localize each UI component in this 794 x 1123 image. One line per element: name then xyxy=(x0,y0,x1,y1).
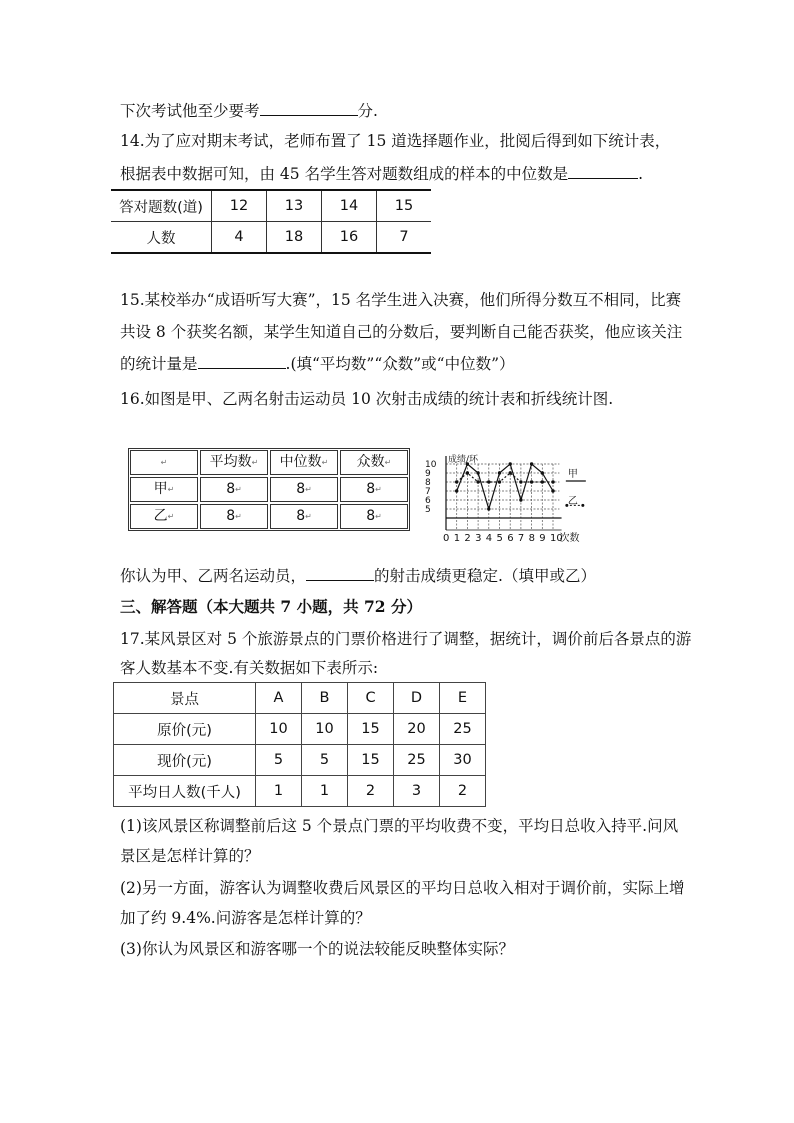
data-point xyxy=(476,471,479,474)
q17-p2-line1: (2)另一方面，游客认为调整收费后风景区的平均日总收入相对于调价前，实际上增 xyxy=(120,879,685,897)
table-row xyxy=(129,503,409,530)
q15-answer-blank[interactable] xyxy=(198,352,286,369)
data-point xyxy=(498,471,501,474)
data-point xyxy=(541,471,544,474)
table-cell: 25 xyxy=(440,714,486,745)
legend-point-yi xyxy=(565,504,568,507)
table-row xyxy=(129,449,409,476)
header-mode: 众数 xyxy=(356,454,385,470)
table-cell: E xyxy=(440,683,486,714)
table-cell: 12 xyxy=(212,190,267,222)
data-point xyxy=(509,471,512,474)
table-cell: 现价(元) xyxy=(114,745,256,776)
table-cell: 人数 xyxy=(111,222,212,254)
table-cell: 10 xyxy=(256,714,302,745)
q13-answer-blank[interactable] xyxy=(260,99,358,116)
table-cell: C xyxy=(348,683,394,714)
q13-tail-line xyxy=(120,99,378,121)
table-cell: 景点 xyxy=(114,683,256,714)
series-line-jia xyxy=(457,464,553,509)
table-cell: 3 xyxy=(394,776,440,807)
table-cell: 8↵ xyxy=(269,476,339,503)
q17-line2: 客人数基本不变.有关数据如下表所示: xyxy=(120,659,379,677)
table-cell: 8↵ xyxy=(199,503,269,530)
y-tick-label: 5 xyxy=(425,505,431,515)
table-cell: 25 xyxy=(394,745,440,776)
q16-table xyxy=(128,448,410,531)
table-cell: 原价(元) xyxy=(114,714,256,745)
table-cell: D xyxy=(394,683,440,714)
table-cell: A xyxy=(256,683,302,714)
q15-line3-suffix: .(填“平均数”“众数”或“中位数”） xyxy=(285,355,515,373)
q17-line1: 17.某风景区对 5 个旅游景点的门票价格进行了调整，据统计，调价前后各景点的游 xyxy=(120,630,692,648)
table-row xyxy=(114,683,486,714)
table-cell: 10 xyxy=(302,714,348,745)
y-tick-label: 9 xyxy=(425,469,431,479)
data-point xyxy=(551,489,554,492)
series-line-yi xyxy=(457,473,553,482)
x-tick-label: 0 xyxy=(443,533,450,544)
table-row xyxy=(111,222,431,254)
y-axis-label: 成绩/环 xyxy=(448,455,479,465)
data-point xyxy=(476,480,479,483)
chart-axes xyxy=(446,456,562,530)
x-tick-label: 3 xyxy=(475,533,482,544)
q17-p3-line1: (3)你认为风景区和游客哪一个的说法较能反映整体实际？ xyxy=(120,940,514,958)
q15-line2: 共设 8 个获奖名额，某学生知道自己的分数后，要判断自己能否获奖，他应该关注 xyxy=(120,323,683,341)
y-tick-label: 10 xyxy=(425,460,437,470)
table-cell: 平均数↵ xyxy=(199,449,269,476)
table-cell: B xyxy=(302,683,348,714)
table-cell: 15 xyxy=(348,714,394,745)
table-cell: 平均日人数(千人) xyxy=(114,776,256,807)
table-cell: 乙↵ xyxy=(129,503,199,530)
table-cell: 中位数↵ xyxy=(269,449,339,476)
q16-answer-suffix: 的射击成绩更稳定.（填甲或乙） xyxy=(374,567,596,585)
header-mean: 平均数 xyxy=(209,454,252,470)
q15-line3-text: 的统计量是 xyxy=(120,355,198,373)
x-tick-label: 8 xyxy=(528,533,535,544)
table-cell: ↵ xyxy=(129,449,199,476)
x-tick-label: 1 xyxy=(453,533,461,544)
table-cell: 20 xyxy=(394,714,440,745)
table-cell: 8↵ xyxy=(339,503,409,530)
table-cell: 30 xyxy=(440,745,486,776)
table-cell: 8↵ xyxy=(269,503,339,530)
table-cell: 8↵ xyxy=(199,476,269,503)
q14-line2-text: 根据表中数据可知，由 45 名学生答对题数组成的样本的中位数是 xyxy=(120,165,569,183)
table-cell: 13 xyxy=(267,190,322,222)
table-cell: 2 xyxy=(348,776,394,807)
table-cell: 1 xyxy=(302,776,348,807)
data-point xyxy=(530,480,533,483)
q16-answer-blank[interactable] xyxy=(306,564,374,581)
table-cell: 7 xyxy=(377,222,432,254)
table-cell: 众数↵ xyxy=(339,449,409,476)
header-median: 中位数 xyxy=(279,454,322,470)
y-tick-label: 8 xyxy=(425,478,431,488)
table-cell: 答对题数(道) xyxy=(111,190,212,222)
legend-point-yi xyxy=(581,504,584,507)
legend-label-jia: 甲 xyxy=(567,469,578,480)
q14-line2-suffix: . xyxy=(638,165,644,183)
data-point xyxy=(509,462,512,465)
chart-series xyxy=(455,462,555,510)
q14-table xyxy=(111,189,431,254)
q13-text: 下次考试他至少要考 xyxy=(120,102,260,120)
q15-line3 xyxy=(120,352,515,374)
table-row xyxy=(111,190,431,222)
data-point xyxy=(498,480,501,483)
x-tick-label: 10 xyxy=(550,533,563,544)
data-point xyxy=(455,489,458,492)
data-point xyxy=(541,480,544,483)
q17-p2-line2: 加了约 9.4%.问游客是怎样计算的？ xyxy=(120,909,371,927)
data-point xyxy=(519,498,522,501)
x-axis-label: 次数 xyxy=(559,533,580,544)
q13-suffix: 分. xyxy=(357,102,378,120)
q14-line1: 14.为了应对期末考试，老师布置了 15 道选择题作业，批阅后得到如下统计表， xyxy=(120,132,671,150)
table-cell: 15 xyxy=(348,745,394,776)
x-tick-label: 2 xyxy=(464,533,471,544)
legend-label-yi: 乙 xyxy=(567,496,578,507)
table-row xyxy=(114,776,486,807)
q14-answer-blank[interactable] xyxy=(568,162,638,179)
q16-line-chart xyxy=(420,430,595,545)
table-row xyxy=(114,745,486,776)
data-point xyxy=(519,480,522,483)
data-point xyxy=(487,480,490,483)
x-tick-label: 9 xyxy=(539,533,546,544)
q16-answer-prefix: 你认为甲、乙两名运动员， xyxy=(120,567,307,585)
x-tick-label: 5 xyxy=(496,533,503,544)
table-row xyxy=(129,476,409,503)
data-point xyxy=(455,480,458,483)
section3-title: 三、解答题（本大题共 7 小题，共 72 分） xyxy=(120,597,422,616)
q16-answer-line xyxy=(120,564,596,586)
data-point xyxy=(487,507,490,510)
x-tick-label: 6 xyxy=(507,533,514,544)
data-point xyxy=(530,462,533,465)
q14-line2 xyxy=(120,162,643,184)
table-cell: 18 xyxy=(267,222,322,254)
q17-p1-line2: 景区是怎样计算的？ xyxy=(120,847,260,865)
data-point xyxy=(466,471,469,474)
table-cell: 2 xyxy=(440,776,486,807)
data-point xyxy=(551,480,554,483)
table-cell: 4 xyxy=(212,222,267,254)
x-tick-label: 4 xyxy=(485,533,493,544)
y-tick-label: 7 xyxy=(425,487,431,497)
q17-p1-line1: (1)该风景区称调整前后这 5 个景点门票的平均收费不变，平均日总收入持平.问风 xyxy=(120,817,679,835)
y-tick-label: 6 xyxy=(425,496,431,506)
table-cell: 8↵ xyxy=(339,476,409,503)
q15-line1: 15.某校举办“成语听写大赛”，15 名学生进入决赛，他们所得分数互不相同，比赛 xyxy=(120,291,682,309)
table-cell: 5 xyxy=(302,745,348,776)
table-row xyxy=(114,714,486,745)
table-cell: 1 xyxy=(256,776,302,807)
table-cell: 14 xyxy=(322,190,377,222)
table-cell: 16 xyxy=(322,222,377,254)
table-cell: 5 xyxy=(256,745,302,776)
q17-table xyxy=(113,682,486,807)
table-cell: 甲↵ xyxy=(129,476,199,503)
table-cell: 15 xyxy=(377,190,432,222)
x-tick-label: 7 xyxy=(517,533,525,544)
q16-line1: 16.如图是甲、乙两名射击运动员 10 次射击成绩的统计表和折线统计图. xyxy=(120,390,614,408)
